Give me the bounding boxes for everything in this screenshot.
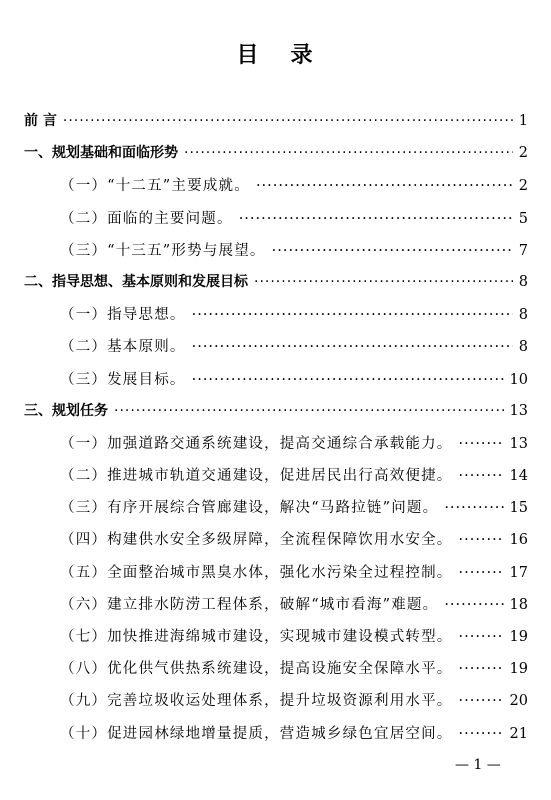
- toc-subsection-entry[interactable]: [24, 593, 528, 625]
- toc-entry-page: 8: [518, 339, 528, 356]
- toc-entry-label: （五）全面整治城市黑臭水体，强化水污染全过程控制。: [60, 564, 453, 581]
- toc-leader-dots: [459, 661, 504, 677]
- toc-entry-label: （七）加快推进海绵城市建设，实现城市建设模式转型。: [60, 629, 453, 645]
- toc-title: [0, 38, 551, 69]
- toc-entry-page: 19: [509, 629, 528, 645]
- toc-entry-label: （六）建立排水防涝工程体系，破解“城市看海”难题。: [60, 596, 439, 613]
- title-char-2: 录: [290, 43, 315, 68]
- toc-leader-dots: [459, 726, 504, 742]
- toc-subsection-entry[interactable]: [24, 207, 528, 239]
- toc-entry-page: 13: [509, 435, 528, 452]
- toc-subsection-entry[interactable]: [24, 303, 528, 335]
- toc-subsection-entry[interactable]: [24, 174, 528, 206]
- toc-leader-dots: [192, 372, 504, 388]
- toc-entry-page: 16: [509, 532, 528, 549]
- toc-subsection-entry[interactable]: [24, 528, 528, 560]
- toc-section-entry[interactable]: [24, 110, 528, 142]
- table-of-contents: [24, 110, 528, 754]
- toc-entry-label: （一）加强道路交通系统建设，提高交通综合承载能力。: [60, 435, 453, 452]
- toc-entry-page: 14: [509, 468, 528, 485]
- toc-entry-page: 17: [509, 564, 528, 581]
- toc-leader-dots: [114, 403, 504, 419]
- toc-subsection-entry[interactable]: [24, 722, 528, 754]
- toc-entry-label: 三、规划任务: [24, 402, 108, 419]
- toc-entry-page: 5: [518, 210, 528, 227]
- toc-entry-label: （四）构建供水安全多级屏障，全流程保障饮用水安全。: [60, 532, 453, 549]
- toc-entry-page: 20: [509, 693, 528, 710]
- toc-leader-dots: [272, 243, 513, 259]
- toc-leader-dots: [459, 532, 504, 548]
- toc-entry-page: 2: [518, 178, 528, 195]
- toc-leader-dots: [459, 693, 504, 709]
- toc-subsection-entry[interactable]: [24, 561, 528, 593]
- toc-entry-label: （九）完善垃圾收运处理体系，提升垃圾资源利用水平。: [60, 693, 453, 710]
- toc-section-entry[interactable]: [24, 400, 528, 432]
- toc-entry-page: 2: [518, 145, 528, 162]
- toc-entry-page: 18: [509, 596, 528, 613]
- toc-subsection-entry[interactable]: [24, 689, 528, 721]
- toc-leader-dots: [444, 500, 503, 516]
- toc-subsection-entry[interactable]: [24, 368, 528, 400]
- toc-entry-label: 二、指导思想、基本原则和发展目标: [24, 273, 248, 290]
- toc-leader-dots: [459, 468, 504, 484]
- toc-entry-label: 前 言: [24, 113, 57, 129]
- toc-leader-dots: [192, 307, 513, 323]
- toc-entry-label: （二）基本原则。: [60, 339, 186, 356]
- toc-leader-dots: [192, 339, 513, 355]
- toc-leader-dots: [444, 597, 503, 613]
- toc-leader-dots: [239, 211, 513, 227]
- toc-entry-page: 15: [509, 500, 528, 517]
- toc-entry-label: 一、规划基础和面临形势: [24, 145, 178, 162]
- toc-section-entry[interactable]: [24, 142, 528, 174]
- toc-subsection-entry[interactable]: [24, 496, 528, 528]
- toc-entry-page: 19: [509, 661, 528, 678]
- toc-entry-label: （二）推进城市轨道交通建设，促进居民出行高效便捷。: [60, 468, 453, 485]
- toc-entry-page: 7: [518, 242, 528, 259]
- toc-entry-page: 8: [518, 307, 528, 324]
- toc-subsection-entry[interactable]: [24, 625, 528, 657]
- toc-entry-label: （十）促进园林绿地增量提质，营造城乡绿色宜居空间。: [60, 725, 453, 742]
- toc-leader-dots: [459, 629, 504, 645]
- toc-entry-page: 8: [518, 273, 528, 290]
- toc-leader-dots: [459, 436, 504, 452]
- toc-subsection-entry[interactable]: [24, 239, 528, 271]
- toc-entry-label: （三）发展目标。: [60, 371, 186, 388]
- title-char-1: 目: [236, 43, 261, 68]
- page-footer-number: — 1 —: [455, 757, 501, 773]
- toc-entry-label: （一）指导思想。: [60, 307, 186, 324]
- toc-entry-page: 10: [509, 371, 528, 388]
- toc-leader-dots: [184, 145, 513, 161]
- toc-entry-label: （八）优化供气供热系统建设，提高设施安全保障水平。: [60, 661, 453, 678]
- toc-leader-dots: [459, 565, 504, 581]
- toc-entry-page: 21: [509, 725, 528, 742]
- toc-subsection-entry[interactable]: [24, 657, 528, 689]
- toc-section-entry[interactable]: [24, 271, 528, 303]
- toc-entry-label: （二）面临的主要问题。: [60, 210, 233, 227]
- toc-subsection-entry[interactable]: [24, 464, 528, 496]
- toc-entry-label: （三）有序开展综合管廊建设，解决“马路拉链”问题。: [60, 500, 439, 517]
- toc-entry-label: （一）“十二五”主要成就。: [60, 178, 250, 195]
- toc-leader-dots: [256, 178, 513, 194]
- toc-leader-dots: [254, 274, 513, 290]
- toc-subsection-entry[interactable]: [24, 335, 528, 367]
- toc-entry-page: 13: [509, 402, 528, 419]
- toc-entry-label: （三）“十三五”形势与展望。: [60, 242, 266, 259]
- toc-entry-page: 1: [518, 113, 528, 129]
- toc-leader-dots: [63, 113, 513, 129]
- toc-subsection-entry[interactable]: [24, 432, 528, 464]
